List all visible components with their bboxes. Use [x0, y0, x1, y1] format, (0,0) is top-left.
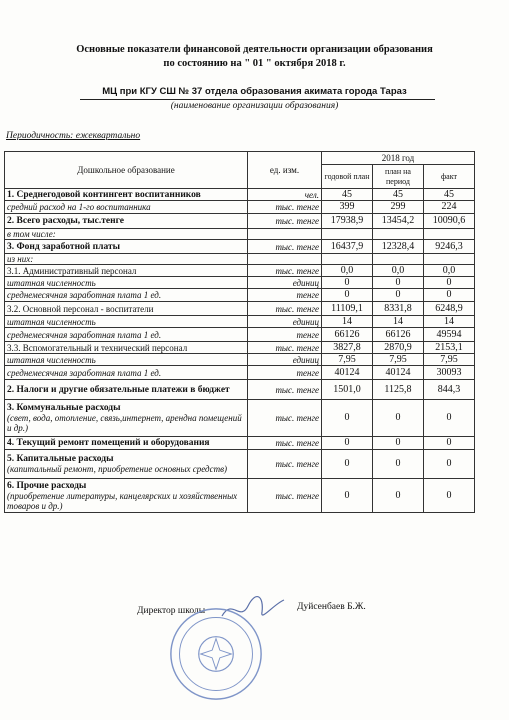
value-plan-year: 17938,9 — [322, 214, 373, 229]
value-plan-year — [322, 229, 373, 240]
row-label-cell — [5, 240, 248, 254]
row-unit — [248, 229, 322, 240]
row-unit: тенге — [248, 366, 322, 380]
value-fact: 49594 — [424, 328, 475, 342]
value-fact: 10090,6 — [424, 214, 475, 229]
periodicity-label: Периодичность: ежеквартально — [6, 131, 141, 141]
row-unit: тыс. тенге — [248, 214, 322, 229]
table-row — [5, 354, 475, 366]
value-plan-period: 8331,8 — [373, 302, 424, 316]
value-plan-period: 0 — [373, 289, 424, 302]
value-plan-period: 66126 — [373, 328, 424, 342]
row-unit: тыс. тенге — [248, 265, 322, 277]
value-plan-period: 0 — [373, 400, 424, 437]
row-unit: тыс. тенге — [248, 450, 322, 479]
value-plan-year: 1501,0 — [322, 380, 373, 400]
row-unit: чел. — [248, 189, 322, 201]
header-fact: факт — [424, 165, 475, 189]
row-label-cell — [5, 254, 248, 265]
row-label: среднемесячная заработная плата 1 ед. — [7, 329, 162, 340]
value-plan-period: 0,0 — [373, 265, 424, 277]
row-label: штатная численность — [7, 354, 96, 365]
value-plan-year: 399 — [322, 201, 373, 214]
row-label: в том числе: — [7, 229, 56, 239]
table-row — [5, 214, 475, 229]
row-label: 3.3. Вспомогательный и технический персонал — [7, 342, 188, 353]
row-sublabel: (приобретение литературы, канцелярских и хозяйственных товаров и др.) — [7, 490, 238, 511]
value-plan-year: 0 — [322, 289, 373, 302]
director-title: Директор школы — [137, 606, 206, 616]
value-fact: 844,3 — [424, 380, 475, 400]
value-fact: 6248,9 — [424, 302, 475, 316]
row-label-cell — [5, 189, 248, 201]
row-label: 4. Текущий ремонт помещений и оборудования — [7, 438, 210, 448]
official-seal — [168, 606, 264, 702]
table-row — [5, 479, 475, 513]
table-row — [5, 400, 475, 437]
value-plan-year: 11109,1 — [322, 302, 373, 316]
row-label-cell — [5, 201, 248, 214]
value-fact: 45 — [424, 189, 475, 201]
value-fact: 0 — [424, 277, 475, 289]
row-label: 3. Фонд заработной платы — [7, 241, 121, 252]
table-row — [5, 289, 475, 302]
row-label: из них: — [7, 254, 34, 264]
row-label: штатная численность — [7, 277, 96, 288]
header-name: Дошкольное образование — [5, 152, 248, 189]
financial-table — [4, 151, 475, 513]
row-unit: единиц — [248, 354, 322, 366]
table-row — [5, 302, 475, 316]
table-row — [5, 240, 475, 254]
row-unit: тенге — [248, 289, 322, 302]
row-sublabel: (свет, вода, отопление, связь,интернет, арендна помещений и др.) — [7, 413, 242, 433]
row-label-cell — [5, 302, 248, 316]
table-row — [5, 316, 475, 328]
value-plan-year: 0,0 — [322, 265, 373, 277]
row-unit: тыс. тенге — [248, 240, 322, 254]
row-label: 1. Среднегодовой контингент воспитанников — [7, 189, 201, 200]
row-unit — [248, 254, 322, 265]
row-label: среднемесячная заработная плата 1 ед. — [7, 290, 162, 300]
value-plan-year: 16437,9 — [322, 240, 373, 254]
row-label: 5. Капитальные расходы — [7, 454, 114, 464]
row-unit: тыс. тенге — [248, 479, 322, 513]
row-unit: тыс. тенге — [248, 400, 322, 437]
organization-caption: (наименование организации образования) — [170, 101, 339, 111]
value-fact: 7,95 — [424, 354, 475, 366]
value-plan-period: 12328,4 — [373, 240, 424, 254]
row-label-cell — [5, 328, 248, 342]
table-row — [5, 342, 475, 354]
row-label-cell — [5, 479, 248, 513]
row-label: штатная численность — [7, 316, 96, 327]
report-title: Основные показатели финансовой деятельности организации образования — [76, 44, 433, 55]
row-label: средний расход на 1-го воспитанника — [7, 202, 151, 212]
row-unit: тыс. тенге — [248, 342, 322, 354]
value-plan-period: 0 — [373, 277, 424, 289]
table-row — [5, 254, 475, 265]
row-label: 3.2. Основной персонал - воспитатели — [7, 303, 154, 314]
row-label: 3. Коммунальные расходы — [7, 403, 121, 413]
value-plan-year: 66126 — [322, 328, 373, 342]
row-label-cell — [5, 437, 248, 450]
value-plan-period: 14 — [373, 316, 424, 328]
header-year: 2018 год — [322, 152, 475, 165]
value-fact: 0 — [424, 479, 475, 513]
row-unit: единиц — [248, 316, 322, 328]
row-unit: тенге — [248, 328, 322, 342]
org-underline — [80, 99, 435, 100]
value-plan-year — [322, 254, 373, 265]
value-plan-year: 0 — [322, 277, 373, 289]
row-label-cell — [5, 229, 248, 240]
value-plan-period: 40124 — [373, 366, 424, 380]
value-plan-period: 45 — [373, 189, 424, 201]
row-unit: тыс. тенге — [248, 380, 322, 400]
header-plan-period: план на период — [373, 165, 424, 189]
row-label-cell — [5, 354, 248, 366]
table-row — [5, 437, 475, 450]
table-row — [5, 450, 475, 479]
value-plan-period: 7,95 — [373, 354, 424, 366]
header-plan-year: годовой план — [322, 165, 373, 189]
row-unit: тыс. тенге — [248, 201, 322, 214]
row-sublabel: (капитальный ремонт, приобретение основных средств) — [7, 464, 227, 474]
table-row — [5, 189, 475, 201]
value-plan-period: 0 — [373, 479, 424, 513]
value-fact: 0 — [424, 289, 475, 302]
table-row — [5, 328, 475, 342]
table-row — [5, 201, 475, 214]
report-date: по состоянию на " 01 " октября 2018 г. — [163, 58, 346, 69]
row-label-cell — [5, 277, 248, 289]
value-fact: 0 — [424, 450, 475, 479]
row-label-cell — [5, 289, 248, 302]
row-label-cell — [5, 400, 248, 437]
value-fact: 14 — [424, 316, 475, 328]
director-name: Дуйсенбаев Б.Ж. — [297, 602, 366, 612]
value-fact: 0 — [424, 400, 475, 437]
row-label-cell — [5, 316, 248, 328]
table-row — [5, 265, 475, 277]
value-plan-period — [373, 229, 424, 240]
value-fact: 9246,3 — [424, 240, 475, 254]
value-fact — [424, 254, 475, 265]
row-label-cell — [5, 366, 248, 380]
row-label-cell — [5, 265, 248, 277]
table-row — [5, 229, 475, 240]
value-plan-year: 0 — [322, 479, 373, 513]
value-plan-period: 2870,9 — [373, 342, 424, 354]
value-plan-year: 3827,8 — [322, 342, 373, 354]
value-plan-year: 45 — [322, 189, 373, 201]
header-unit: ед. изм. — [248, 152, 322, 189]
row-label: 2. Всего расходы, тыс.тенге — [7, 216, 124, 226]
table-row — [5, 366, 475, 380]
value-plan-year: 7,95 — [322, 354, 373, 366]
value-fact: 0,0 — [424, 265, 475, 277]
value-plan-period: 0 — [373, 450, 424, 479]
value-fact: 224 — [424, 201, 475, 214]
value-plan-period — [373, 254, 424, 265]
row-label-cell — [5, 380, 248, 400]
value-plan-year: 0 — [322, 450, 373, 479]
row-unit: тыс. тенге — [248, 302, 322, 316]
value-plan-year: 0 — [322, 400, 373, 437]
value-fact: 0 — [424, 437, 475, 450]
row-label-cell — [5, 450, 248, 479]
value-plan-period: 299 — [373, 201, 424, 214]
table-row — [5, 380, 475, 400]
value-plan-year: 0 — [322, 437, 373, 450]
value-fact: 30093 — [424, 366, 475, 380]
value-plan-period: 13454,2 — [373, 214, 424, 229]
value-plan-period: 1125,8 — [373, 380, 424, 400]
value-plan-period: 0 — [373, 437, 424, 450]
value-fact: 2153,1 — [424, 342, 475, 354]
value-fact — [424, 229, 475, 240]
value-plan-year: 40124 — [322, 366, 373, 380]
row-label-cell — [5, 342, 248, 354]
row-label-cell — [5, 214, 248, 229]
table-row — [5, 277, 475, 289]
row-unit: тыс. тенге — [248, 437, 322, 450]
row-unit: единиц — [248, 277, 322, 289]
organization-name: МЦ при КГУ СШ № 37 отдела образования акимата города Тараз — [102, 86, 407, 97]
row-label: 6. Прочие расходы — [7, 480, 87, 491]
row-label: 2. Налоги и другие обязательные платежи в бюджет — [7, 384, 230, 395]
row-label: среднемесячная заработная плата 1 ед. — [7, 367, 162, 378]
value-plan-year: 14 — [322, 316, 373, 328]
row-label: 3.1. Административный персонал — [7, 265, 137, 276]
